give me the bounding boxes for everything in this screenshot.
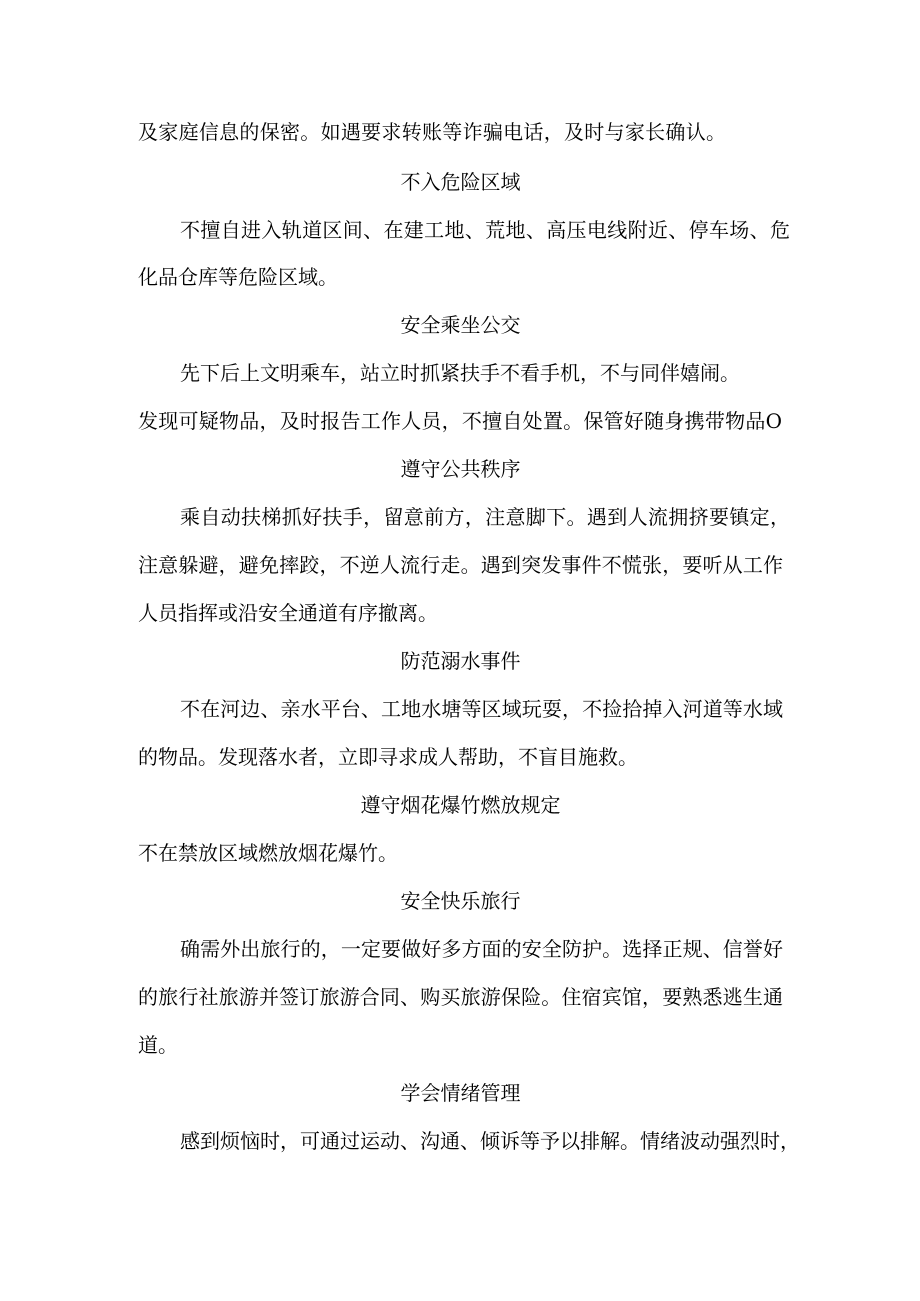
paragraph-line: 化品仓库等危险区域。	[138, 265, 338, 289]
section-heading: 遵守烟花爆竹燃放规定	[360, 793, 561, 817]
paragraph-line: 道。	[138, 1033, 178, 1057]
paragraph-line: 乘自动扶梯抓好扶手，留意前方，注意脚下。遇到人流拥挤要镇定，	[180, 505, 790, 529]
paragraph-line: 不在禁放区域燃放烟花爆竹。	[138, 841, 398, 865]
paragraph-line: 的物品。发现落水者，立即寻求成人帮助，不盲目施救。	[138, 745, 638, 769]
section-heading: 学会情绪管理	[400, 1081, 521, 1105]
paragraph-line: 及家庭信息的保密。如遇要求转账等诈骗电话，及时与家长确认。	[138, 120, 726, 144]
paragraph-line: 人员指挥或沿安全通道有序撤离。	[138, 601, 438, 625]
paragraph-line: 感到烦恼时，可通过运动、沟通、倾诉等予以排解。情绪波动强烈时，	[180, 1129, 800, 1153]
paragraph-line: 先下后上文明乘车，站立时抓紧扶手不看手机，不与同伴嬉闹。	[180, 361, 740, 385]
paragraph-line: 发现可疑物品，及时报告工作人员，不擅自处置。保管好随身携带物品O	[138, 409, 782, 433]
paragraph-line: 确需外出旅行的，一定要做好多方面的安全防护。选择正规、信誉好	[180, 937, 783, 961]
paragraph-line: 不擅自进入轨道区间、在建工地、荒地、高压电线附近、停车场、危	[180, 218, 790, 242]
section-heading: 不入危险区域	[400, 170, 521, 194]
paragraph-line: 的旅行社旅游并签订旅游合同、购买旅游保险。住宿宾馆，要熟悉逃生通	[138, 985, 783, 1009]
section-heading: 安全快乐旅行	[400, 889, 521, 913]
paragraph-line: 注意躲避，避免摔跤，不逆人流行走。遇到突发事件不慌张，要听从工作	[138, 553, 783, 577]
section-heading: 防范溺水事件	[400, 649, 521, 673]
section-heading: 安全乘坐公交	[400, 313, 521, 337]
paragraph-line: 不在河边、亲水平台、工地水塘等区域玩耍，不捡拾掉入河道等水域	[180, 697, 783, 721]
section-heading: 遵守公共秩序	[400, 457, 521, 481]
